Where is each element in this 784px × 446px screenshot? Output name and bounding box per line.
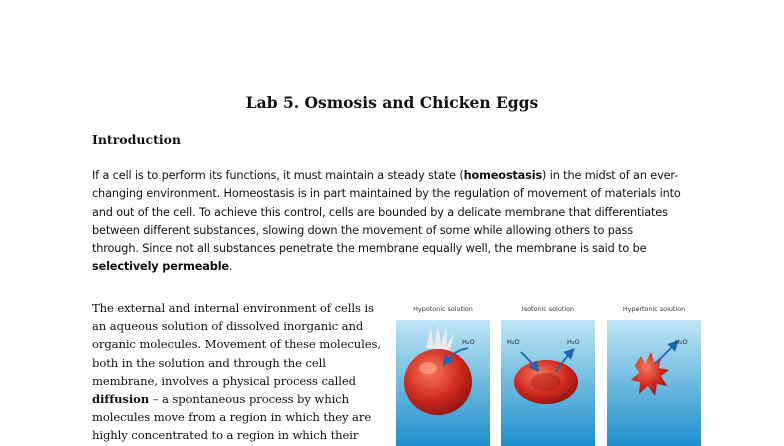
hypotonic-label: Hypotonic solution [413, 305, 473, 313]
text-line: highly concentrated to a region in which their [92, 428, 359, 443]
water-label: H₂O [507, 338, 520, 346]
intro-paragraph-2 [92, 299, 392, 445]
water-label: H₂O [675, 338, 688, 346]
text-line: an aqueous solution of dissolved inorganic and [92, 319, 364, 334]
water-label: H₂O [462, 338, 475, 346]
text-line: organic molecules. Movement of these molecules, [92, 337, 381, 352]
swollen-cell-icon [404, 349, 472, 415]
term-homeostasis: homeostasis [463, 169, 543, 182]
text-line: changing environment. Homeostasis is in part maintained by the regulation of movement of materials into [92, 187, 681, 201]
isotonic-panel [501, 320, 595, 446]
text-line: molecules move from a region in which they are [92, 410, 372, 425]
osmosis-figure [396, 305, 704, 441]
text-line: both in the solution and through the cell [92, 355, 326, 370]
hypertonic-label: Hypertonic solution [622, 305, 686, 313]
text-line: between different substances, slowing down the movement of some while allowing others to pass [92, 223, 634, 237]
page-title: Lab 5. Osmosis and Chicken Eggs [245, 93, 539, 112]
water-label: H₂O [567, 338, 580, 346]
text-line: If a cell is to perform its functions, it must maintain a steady state (homeostasis) in the midst of an ever- [92, 169, 679, 182]
term-diffusion: diffusion [92, 392, 150, 407]
hypotonic-panel [396, 320, 490, 446]
isotonic-label: Isotonic solution [521, 305, 575, 313]
text-line: through. Since not all substances penetrate the membrane equally well, the membrane is said to be [92, 242, 647, 256]
intro-paragraph-1 [92, 167, 702, 277]
text-line: selectively permeable. [92, 260, 233, 274]
text-line: The external and internal environment of cells is [92, 301, 374, 315]
text-line: membrane, involves a physical process called [92, 373, 356, 388]
section-heading: Introduction [92, 132, 182, 147]
term-selectively-permeable: selectively permeable [92, 260, 229, 274]
text-line: diffusion – a spontaneous process by which [92, 392, 349, 407]
text-line: and out of the cell. To achieve this control, cells are bounded by a delicate membrane that differentiates [92, 205, 668, 219]
hypertonic-panel [607, 320, 701, 446]
